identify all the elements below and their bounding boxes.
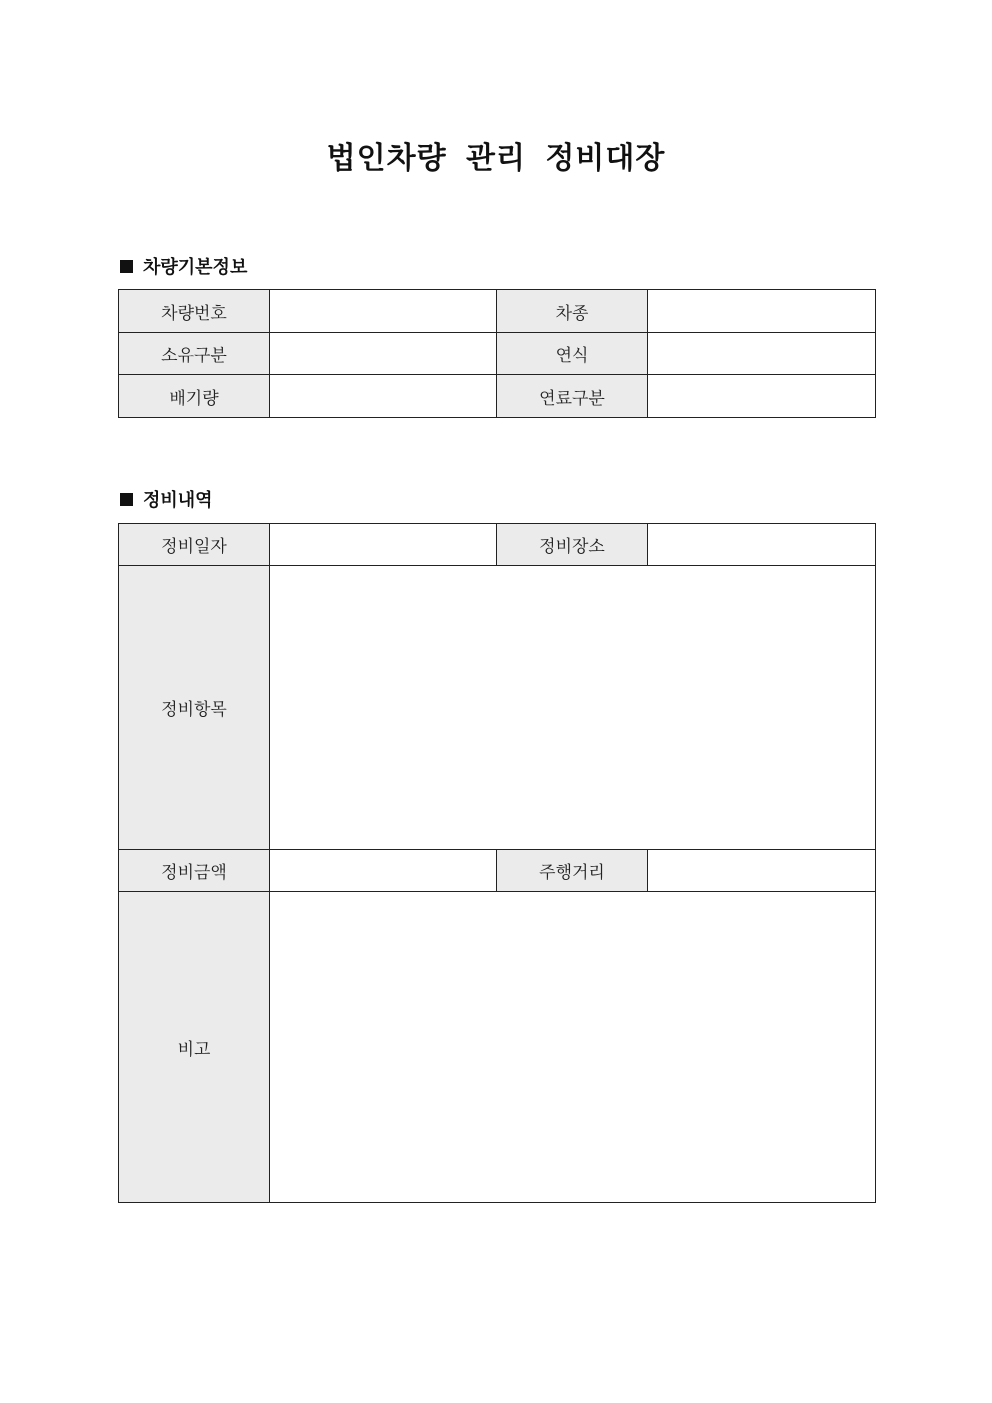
fuel-type-field[interactable]	[648, 375, 876, 418]
ownership-type-label: 소유구분	[119, 333, 270, 375]
vehicle-model-field[interactable]	[648, 290, 876, 333]
table-row	[119, 892, 876, 1203]
maintenance-amount-field[interactable]	[270, 850, 497, 892]
section-title-maintenance-label: 정비내역	[143, 490, 213, 511]
page-title: 법인차량 관리 정비대장	[326, 141, 666, 176]
table-row	[119, 290, 876, 333]
maintenance-amount-label: 정비금액	[119, 850, 270, 892]
square-bullet-icon	[120, 493, 133, 506]
section-title-maintenance	[120, 486, 213, 512]
displacement-label: 배기량	[119, 375, 270, 418]
maintenance-date-field[interactable]	[270, 524, 497, 566]
table-row	[119, 524, 876, 566]
displacement-field[interactable]	[270, 375, 497, 418]
remarks-label: 비고	[119, 892, 270, 1203]
mileage-field[interactable]	[648, 850, 876, 892]
maintenance-items-label: 정비항목	[119, 566, 270, 850]
square-bullet-icon	[120, 260, 133, 273]
table-row	[119, 333, 876, 375]
table-row	[119, 375, 876, 418]
section-title-vehicle-info	[120, 253, 247, 279]
vehicle-number-label: 차량번호	[119, 290, 270, 333]
section-title-vehicle-info-label: 차량기본정보	[143, 257, 248, 278]
vehicle-model-label: 차종	[497, 290, 648, 333]
maintenance-place-label: 정비장소	[497, 524, 648, 566]
table-row	[119, 566, 876, 850]
maintenance-date-label: 정비일자	[119, 524, 270, 566]
mileage-label: 주행거리	[497, 850, 648, 892]
ownership-type-field[interactable]	[270, 333, 497, 375]
model-year-label: 연식	[497, 333, 648, 375]
vehicle-number-field[interactable]	[270, 290, 497, 333]
maintenance-place-field[interactable]	[648, 524, 876, 566]
fuel-type-label: 연료구분	[497, 375, 648, 418]
vehicle-info-table	[118, 289, 876, 418]
remarks-field[interactable]	[270, 892, 876, 1203]
maintenance-table	[118, 523, 876, 1203]
maintenance-items-field[interactable]	[270, 566, 876, 850]
table-row	[119, 850, 876, 892]
model-year-field[interactable]	[648, 333, 876, 375]
